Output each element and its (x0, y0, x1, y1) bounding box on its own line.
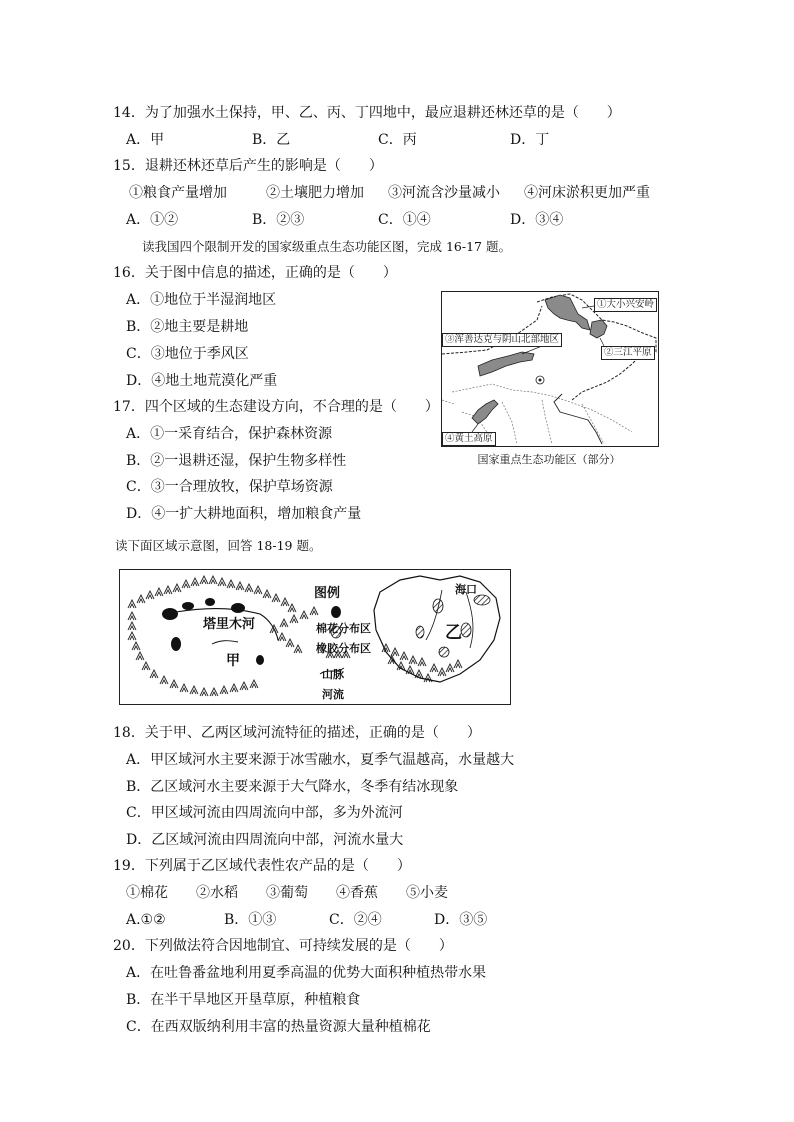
intro-18-19: 读下面区域示意图，回答 18-19 题。 (115, 538, 322, 553)
q15-item-2: ②土壤肥力增加 (266, 185, 364, 201)
q14-stem: 14．为了加强水土保持，甲、乙、丙、丁四地中，最应退耕还林还草的是（ ） (113, 105, 621, 121)
ecological-zones-map (441, 291, 659, 447)
zone-2-region (590, 320, 607, 338)
legend-title: 图例 (314, 586, 341, 601)
q16-stem: 16．关于图中信息的描述，正确的是（ ） (113, 265, 397, 281)
tarim-river-label: 塔里木河 (203, 617, 256, 632)
q17-option-d: D．④一扩大耕地面积，增加粮食产量 (126, 506, 362, 522)
legend-cotton-symbol (331, 606, 341, 618)
q18-option-b: B．乙区域河水主要来源于大气降水，冬季有结冰现象 (126, 779, 459, 795)
q15-item-1: ①粮食产量增加 (129, 185, 227, 201)
q15-option-d: D．③④ (510, 212, 564, 228)
hainan-outline (374, 576, 500, 682)
q15-option-c: C．①④ (378, 212, 431, 228)
legend-mountain-label: 山脉 (322, 668, 344, 681)
q15-stem: 15．退耕还林还草后产生的影响是（ ） (113, 158, 383, 174)
q18-option-d: D．乙区域河流由四周流向中部，河流水量大 (126, 832, 404, 848)
q19-item-4: ④香蕉 (336, 885, 378, 901)
q20-option-a: A．在吐鲁番盆地利用夏季高温的优势大面积种植热带水果 (126, 965, 487, 981)
q17-option-c: C．③一合理放牧，保护草场资源 (126, 479, 333, 495)
map1-caption: 国家重点生态功能区（部分） (477, 453, 621, 466)
zone-3-region (478, 352, 534, 376)
zone-1-region (545, 295, 590, 330)
q16-option-b: B．②地主要是耕地 (126, 319, 249, 335)
q19-item-2: ②水稻 (196, 885, 238, 901)
region-jia-label: 甲 (226, 653, 240, 669)
q18-option-c: C．甲区域河流由四周流向中部，多为外流河 (126, 805, 403, 821)
legend-cotton-label: 棉花分布区 (316, 622, 371, 635)
q15-item-4: ④河床淤积更加严重 (524, 185, 650, 201)
zone-4-label: ④黄土高原 (442, 432, 496, 446)
zone-1-label: ①大小兴安岭 (594, 298, 657, 312)
q15-option-a: A．①② (126, 212, 179, 228)
q19-option-b: B．①③ (224, 912, 277, 928)
q20-option-c: C．在西双版纳利用丰富的热量资源大量种植棉花 (126, 1019, 431, 1035)
q14-option-d: D．丁 (510, 132, 550, 148)
q19-option-a: A.①② (126, 912, 166, 928)
q19-option-d: D．③⑤ (434, 912, 488, 928)
q17-option-b: B．②一退耕还湿，保护生物多样性 (126, 453, 347, 469)
q17-stem: 17．四个区域的生态建设方向，不合理的是（ ） (113, 399, 439, 415)
intro-16-17: 读我国四个限制开发的国家级重点生态功能区图，完成 16-17 题。 (142, 239, 511, 254)
q20-stem: 20．下列做法符合因地制宜、可持续发展的是（ ） (113, 938, 453, 954)
q16-option-d: D．④地土地荒漠化严重 (126, 373, 278, 389)
mountain-ranges (128, 576, 462, 696)
china-north-map-svg (442, 292, 658, 446)
q20-option-b: B．在半干旱地区开垦草原，种植粮食 (126, 992, 361, 1008)
q15-option-b: B．②③ (252, 212, 305, 228)
zone-4-region (472, 400, 498, 424)
q15-item-3: ③河流含沙量减小 (388, 185, 500, 201)
q16-option-c: C．③地位于季风区 (126, 346, 249, 362)
q18-option-a: A．甲区域河水主要来源于冰雪融水，夏季气温越高，水量越大 (126, 752, 515, 768)
legend-rubber-label: 橡胶分布区 (316, 642, 371, 655)
q19-option-c: C．②④ (329, 912, 382, 928)
region-yi-label: 乙 (445, 623, 462, 643)
q19-stem: 19．下列属于乙区域代表性农产品的是（ ） (113, 858, 411, 874)
city-haikou-label: 海口 (455, 583, 477, 596)
q19-item-5: ⑤小麦 (406, 885, 448, 901)
q19-item-3: ③葡萄 (266, 885, 308, 901)
q19-item-1: ①棉花 (126, 885, 168, 901)
legend-river-label: 河流 (322, 688, 344, 701)
q18-stem: 18．关于甲、乙两区域河流特征的描述，正确的是（ ） (113, 725, 481, 741)
q14-option-c: C．丙 (378, 132, 417, 148)
zone-2-label: ②三江平原 (601, 346, 655, 360)
q14-option-a: A．甲 (126, 132, 165, 148)
zone-3-label: ③浑善达克与阴山北部地区 (442, 333, 562, 347)
regional-sketch-map (119, 569, 511, 705)
q14-option-b: B．乙 (252, 132, 291, 148)
q17-option-a: A．①一采育结合，保护森林资源 (126, 426, 333, 442)
q16-option-a: A．①地位于半湿润地区 (126, 292, 277, 308)
